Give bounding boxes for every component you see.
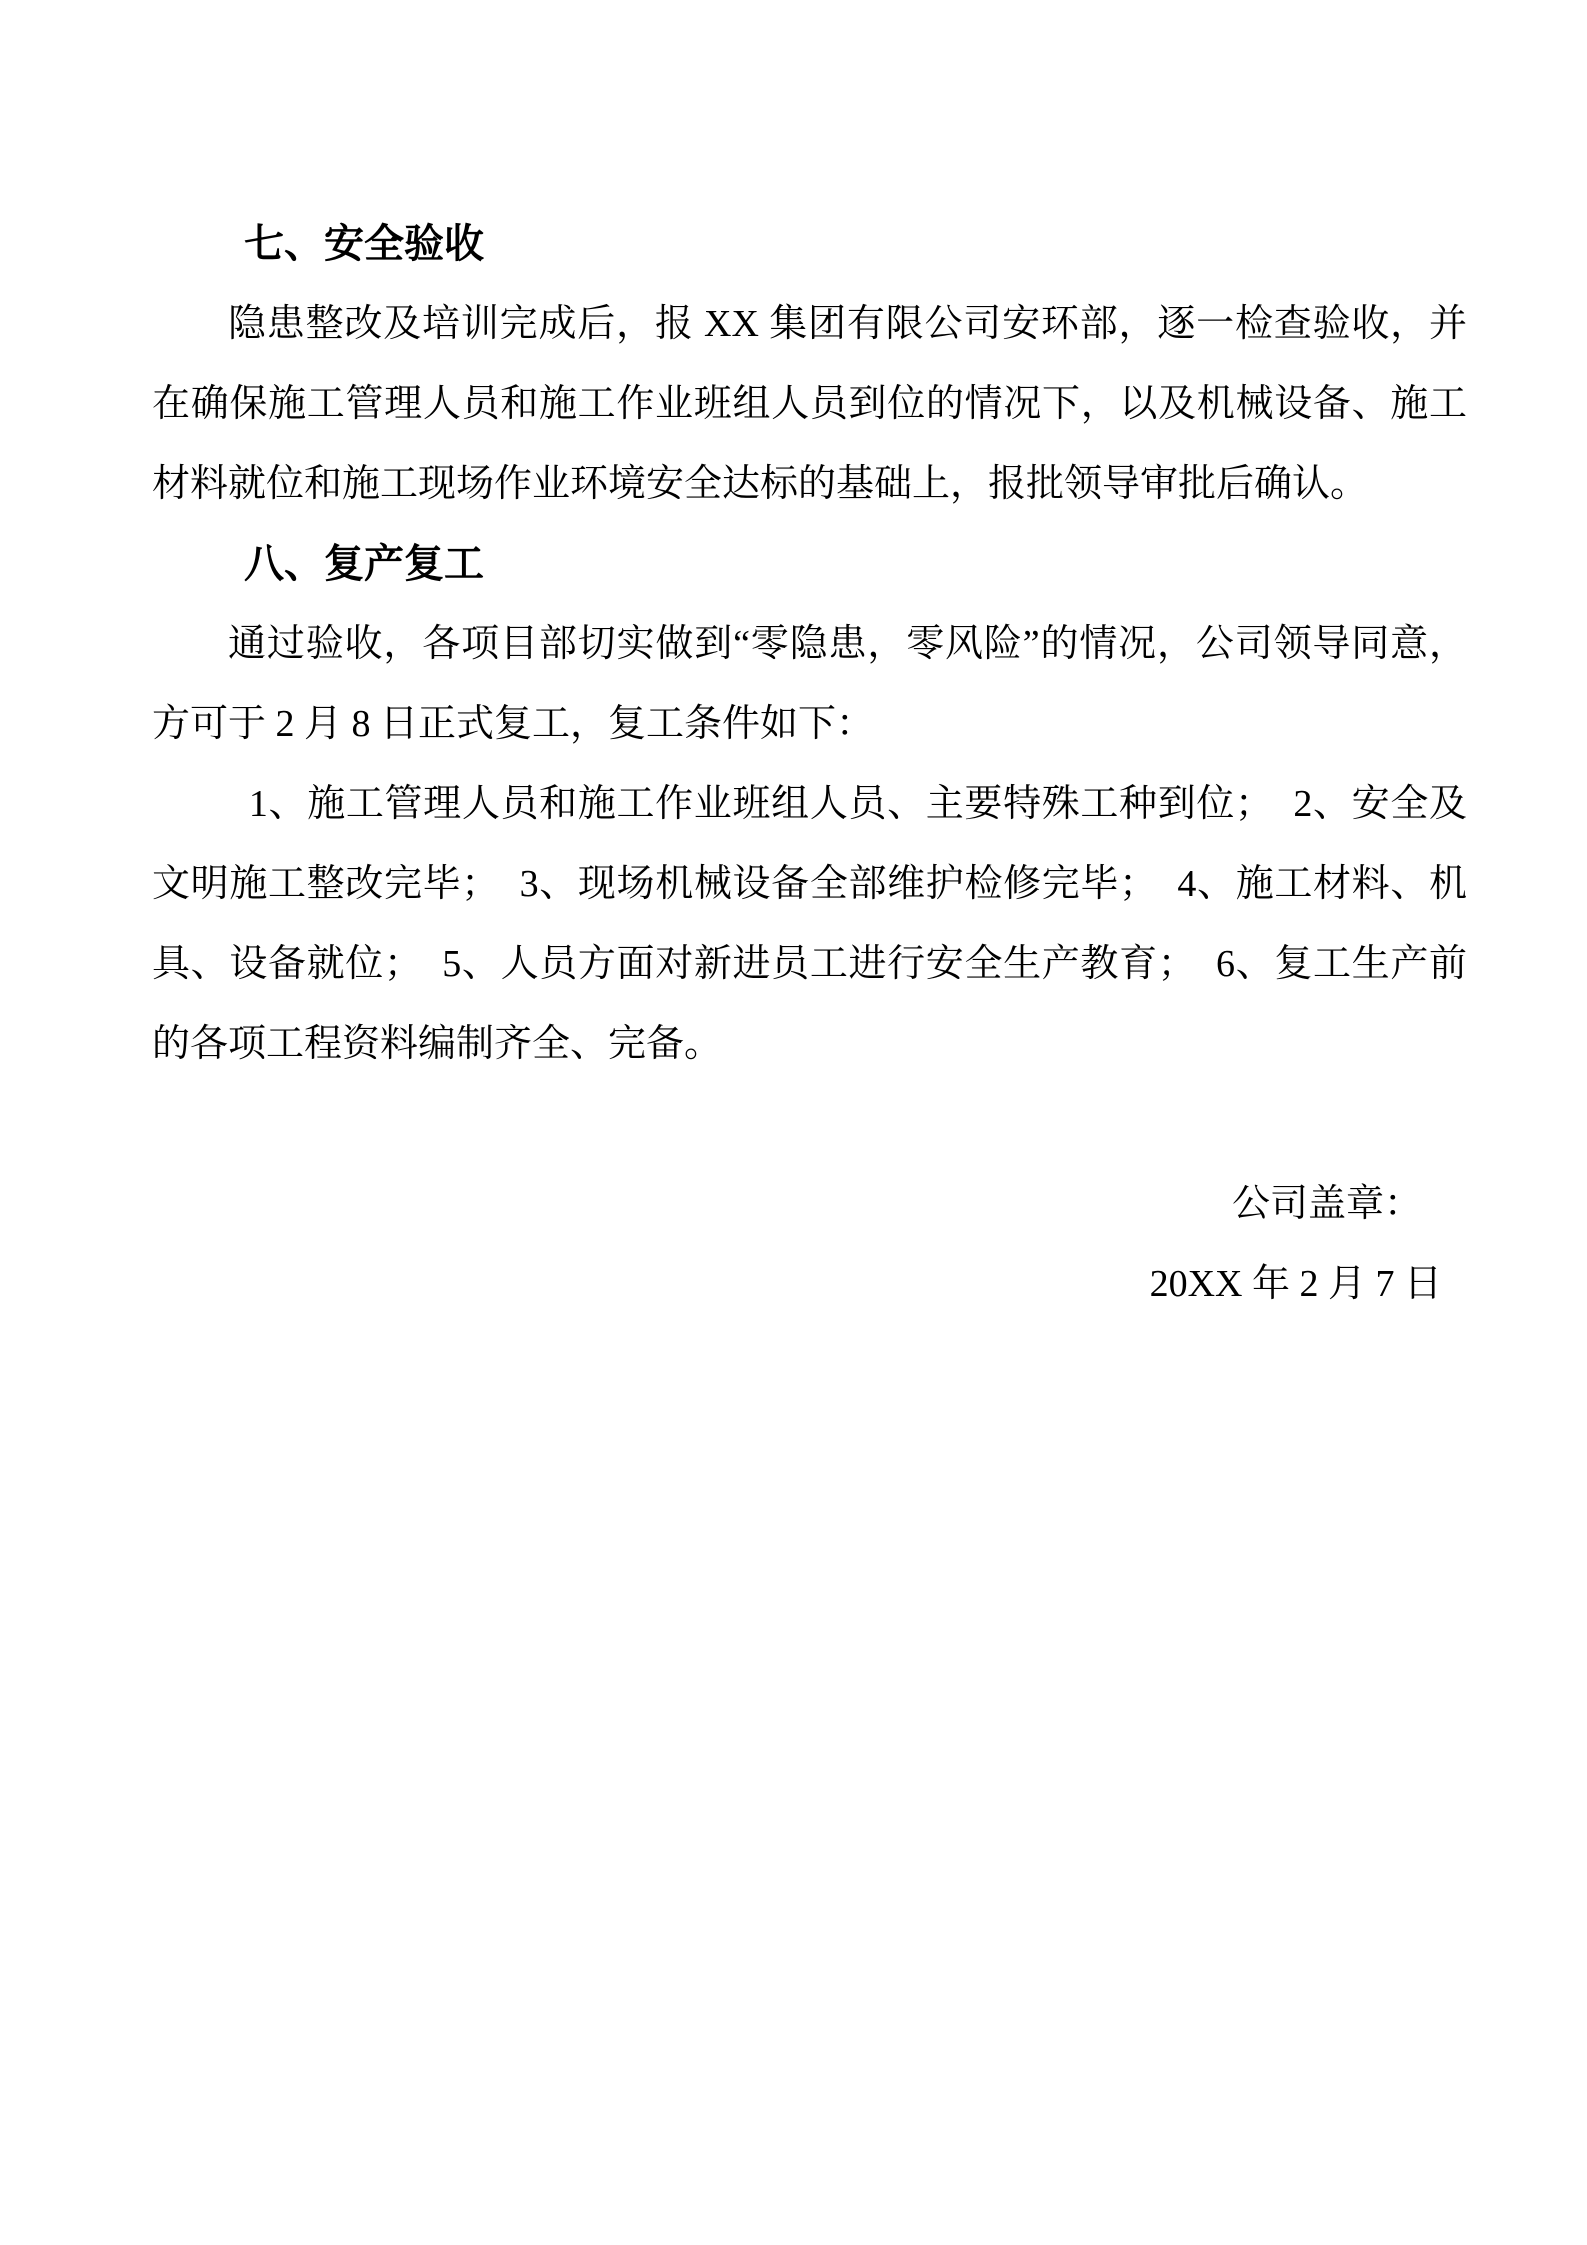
company-seal-label: 公司盖章： — [1231, 1183, 1422, 1225]
paragraph-safety-acceptance: 隐患整改及培训完成后，报 XX 集团有限公司安环部，逐一检查验收，并在确保施工管理人员和施工作业班组人员到位的情况下，以及机械设备、施工材料就位和施工现场作业环境安全达标的基础上，报批领导审批后确认。 — [152, 303, 1467, 505]
document-date: 20XX 年 2 月 7 日 — [1149, 1263, 1442, 1305]
section-heading-safety-acceptance: 七、安全验收 — [244, 221, 484, 266]
paragraph-resume-production: 通过验收，各项目部切实做到“零隐患，零风险”的情况，公司领导同意，方可于 2 月 8 日正式复工，复工条件如下： — [152, 623, 1467, 745]
paragraph-resume-conditions-list: 1、施工管理人员和施工作业班组人员、主要特殊工种到位； 2、安全及文明施工整改完毕； 3、现场机械设备全部维护检修完毕； 4、施工材料、机具、设备就位； 5、人员方面对新进员工进行安全生产教育； 6、复工生产前的各项工程资料编制齐全、完备。 — [152, 783, 1467, 1065]
section-heading-resume-production: 八、复产复工 — [244, 541, 484, 586]
